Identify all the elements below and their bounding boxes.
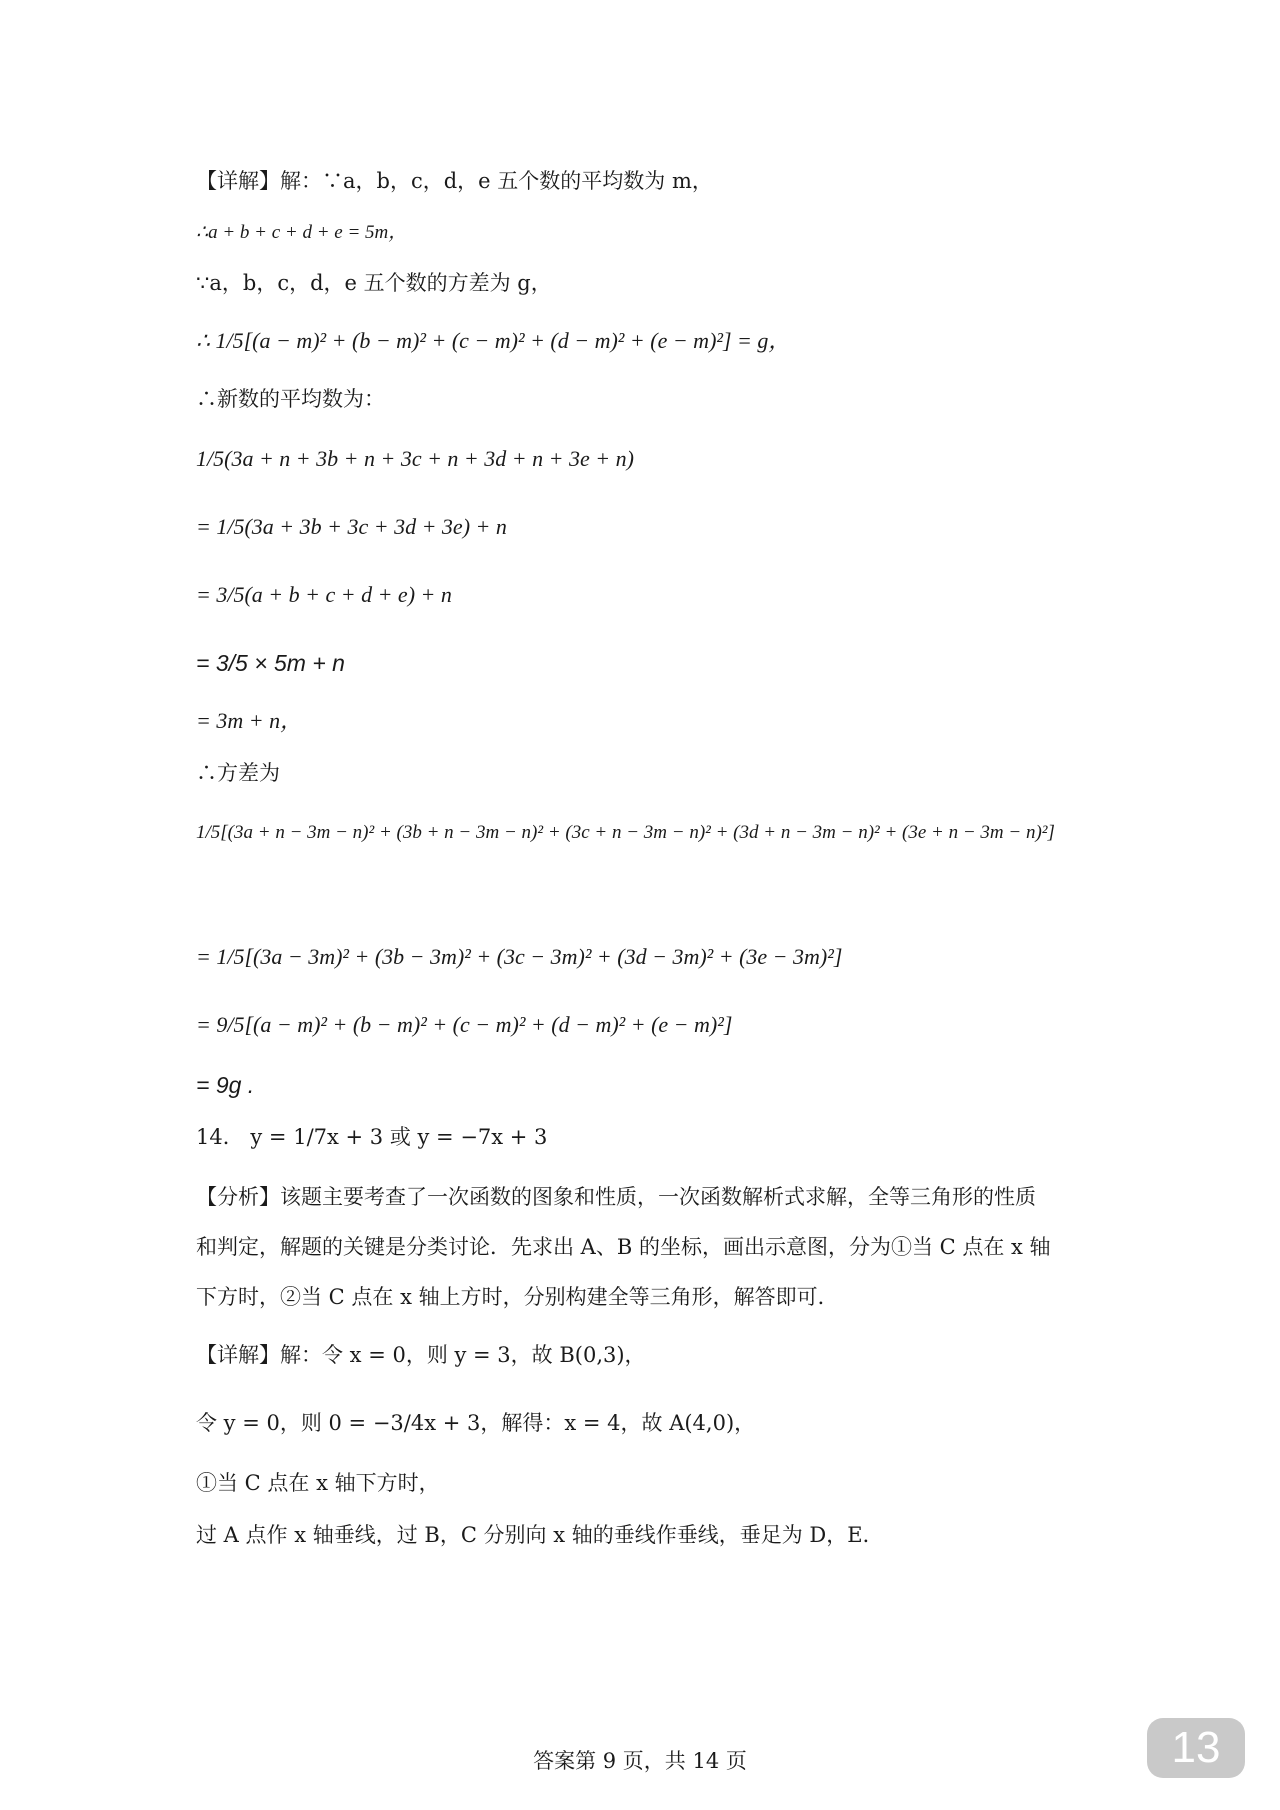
line-4: ∴ 1/5[(a − m)² + (b − m)² + (c − m)² + (d − m)² + (e − m)²] = g，	[196, 328, 791, 353]
analysis-line-3: 下方时，②当 C 点在 x 轴上方时，分别构建全等三角形，解答即可．	[196, 1285, 839, 1309]
line-8: = 3/5(a + b + c + d + e) + n	[196, 582, 452, 607]
line-2: ∴a + b + c + d + e = 5m，	[196, 222, 408, 243]
detail-line-2: 令 y = 0，则 0 = −3/4x + 3，解得：x = 4，故 A(4,0)，	[196, 1411, 756, 1435]
question-14-answer: 14． y = 1/7x + 3 或 y = −7x + 3	[196, 1125, 548, 1149]
line-1: 【详解】解：∵a，b，c，d，e 五个数的平均数为 m，	[196, 169, 713, 193]
line-14: = 9/5[(a − m)² + (b − m)² + (c − m)² + (d − m)² + (e − m)²]	[196, 1012, 733, 1037]
line-11: ∴方差为	[196, 761, 280, 785]
detail-line-1: 【详解】解：令 x = 0，则 y = 3，故 B(0,3)，	[196, 1343, 646, 1367]
page-number-badge: 13	[1147, 1718, 1245, 1778]
line-6: 1/5(3a + n + 3b + n + 3c + n + 3d + n + 3e + n)	[196, 446, 634, 471]
line-7: = 1/5(3a + 3b + 3c + 3d + 3e) + n	[196, 514, 507, 539]
line-9: = 3/5 × 5m + n	[196, 650, 345, 676]
analysis-line-1: 【分析】该题主要考查了一次函数的图象和性质，一次函数解析式求解，全等三角形的性质	[196, 1185, 1036, 1209]
line-15: = 9g .	[196, 1072, 255, 1098]
page-footer: 答案第 9 页，共 14 页	[533, 1749, 747, 1773]
detail-line-3: ①当 C 点在 x 轴下方时，	[196, 1471, 440, 1495]
analysis-line-2: 和判定，解题的关键是分类讨论．先求出 A、B 的坐标，画出示意图，分为①当 C 点在 x 轴	[196, 1235, 1051, 1259]
line-10: = 3m + n，	[196, 708, 303, 733]
line-13: = 1/5[(3a − 3m)² + (3b − 3m)² + (3c − 3m)² + (3d − 3m)² + (3e − 3m)²]	[196, 944, 843, 969]
line-3: ∵a，b，c，d，e 五个数的方差为 g，	[196, 271, 552, 295]
detail-line-4: 过 A 点作 x 轴垂线，过 B，C 分别向 x 轴的垂线作垂线，垂足为 D，E．	[196, 1523, 884, 1547]
line-12: 1/5[(3a + n − 3m − n)² + (3b + n − 3m − n)² + (3c + n − 3m − n)² + (3d + n − 3m − n)² + (3e + n − 3m − n)²]	[196, 822, 1055, 843]
line-5: ∴新数的平均数为：	[196, 387, 385, 411]
